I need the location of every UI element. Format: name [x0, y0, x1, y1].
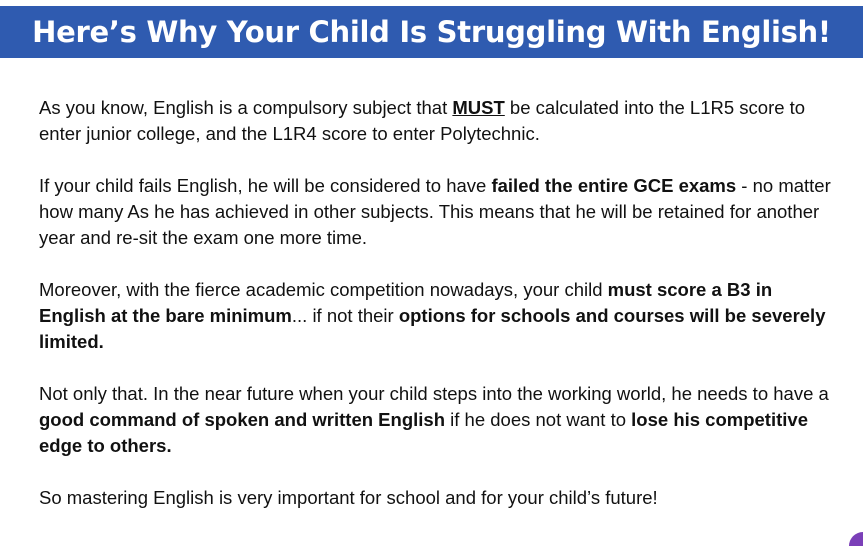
paragraph-competition [39, 277, 839, 355]
text-run: be calculated into the L1R5 score to enter junior college, and the L1R4 score to enter Polytechnic. [39, 97, 806, 144]
header-banner [0, 6, 863, 58]
text-run: ... if not their [291, 305, 399, 326]
text-run: if he does not want to [445, 409, 632, 430]
emphasis-b3-minimum: must score a B3 in English at the bare minimum [39, 279, 773, 326]
text-run: As you know, English is a compulsory subject that [39, 97, 453, 118]
paragraph-compulsory-subject [39, 95, 839, 147]
paragraph-conclusion [39, 485, 839, 511]
corner-decoration [849, 532, 863, 546]
emphasis-failed-exams: failed the entire GCE exams [491, 175, 737, 196]
text-run: Moreover, with the fierce academic competition nowadays, your child [39, 279, 608, 300]
emphasis-options-limited: options for schools and courses will be severely limited. [39, 305, 826, 352]
page-title: Here’s Why Your Child Is Struggling With English! [32, 15, 831, 49]
emphasis-competitive-edge: lose his competitive edge to others. [39, 409, 808, 456]
emphasis-must-underline: MUST [452, 97, 505, 118]
text-run: - no matter how many As he has achieved in other subjects. This means that he will be retained for another year and re-sit the exam one more time. [39, 175, 831, 248]
text-run: So mastering English is very important for school and for your child’s future! [39, 487, 658, 508]
paragraph-failing-english [39, 173, 839, 251]
text-run: Not only that. In the near future when your child steps into the working world, he needs to have a [39, 383, 829, 404]
text-run: If your child fails English, he will be considered to have [39, 175, 492, 196]
emphasis-must [452, 97, 504, 118]
paragraph-working-world [39, 381, 839, 459]
emphasis-good-command: good command of spoken and written English [39, 409, 445, 430]
article-body [39, 95, 839, 537]
